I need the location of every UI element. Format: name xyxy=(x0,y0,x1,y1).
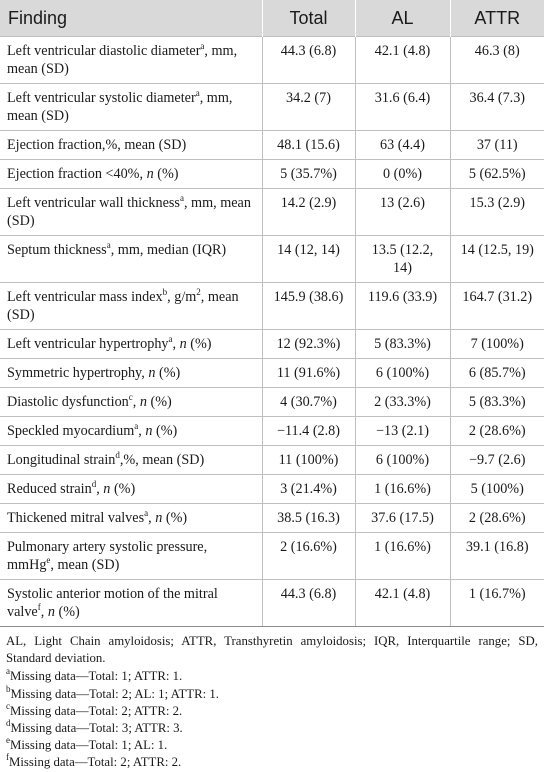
header-finding: Finding xyxy=(0,0,262,37)
total-cell: 14.2 (2.9) xyxy=(262,189,355,236)
finding-cell xyxy=(0,533,262,580)
finding-rest-text: (%) xyxy=(155,365,181,381)
finding-rest-text: , mm, median (IQR) xyxy=(110,242,227,258)
al-cell: 2 (33.3%) xyxy=(355,388,450,417)
finding-cell xyxy=(0,475,262,504)
attr-cell: 15.3 (2.9) xyxy=(450,189,544,236)
finding-sup-text: f xyxy=(37,602,41,612)
finding-finding-text: Longitudinal strain xyxy=(7,452,116,468)
finding-rest2-text: (%) xyxy=(162,510,188,526)
finding-rest2-text: (%) xyxy=(186,336,212,352)
al-cell: 1 (16.6%) xyxy=(355,475,450,504)
footnote-text: Missing data—Total: 3; ATTR: 3. xyxy=(10,721,183,736)
table-row xyxy=(0,475,544,504)
finding-rest-text: , xyxy=(148,510,156,526)
footnote-text: Missing data—Total: 2; ATTR: 2. xyxy=(9,755,182,770)
attr-cell: 5 (62.5%) xyxy=(450,160,544,189)
finding-sup-text: e xyxy=(46,555,51,565)
attr-cell: 5 (83.3%) xyxy=(450,388,544,417)
total-cell: 5 (35.7%) xyxy=(262,160,355,189)
finding-cell xyxy=(0,189,262,236)
al-cell: −13 (2.1) xyxy=(355,417,450,446)
al-cell: 119.6 (33.9) xyxy=(355,283,450,330)
finding-rest2-text: , mean (SD) xyxy=(7,289,239,323)
total-cell: 11 (100%) xyxy=(262,446,355,475)
header-attr: ATTR xyxy=(450,0,544,37)
attr-cell: 164.7 (31.2) xyxy=(450,283,544,330)
total-cell: 4 (30.7%) xyxy=(262,388,355,417)
finding-rest-text: , mm, mean (SD) xyxy=(7,90,233,124)
table-row xyxy=(0,417,544,446)
finding-finding-text: Diastolic dysfunction xyxy=(7,394,129,410)
finding-cell xyxy=(0,330,262,359)
finding-rest-text: ,%, mean (SD) xyxy=(119,452,205,468)
al-cell: 31.6 (6.4) xyxy=(355,84,450,131)
finding-finding-text: Speckled myocardium xyxy=(7,423,135,439)
finding-finding-text: Reduced strain xyxy=(7,481,92,497)
finding-sup-text: a xyxy=(195,88,200,98)
footnote xyxy=(6,683,538,703)
footnote-mark: c xyxy=(6,700,10,711)
table-row xyxy=(0,580,544,627)
finding-sup-text: a xyxy=(106,240,111,250)
total-cell: 3 (21.4%) xyxy=(262,475,355,504)
finding-finding-text: Thickened mitral valves xyxy=(7,510,145,526)
attr-cell: 2 (28.6%) xyxy=(450,417,544,446)
al-cell: 42.1 (4.8) xyxy=(355,37,450,84)
finding-sup-text: a xyxy=(144,508,149,518)
al-cell: 1 (16.6%) xyxy=(355,533,450,580)
attr-cell: 14 (12.5, 19) xyxy=(450,236,544,283)
finding-cell xyxy=(0,580,262,627)
al-cell: 6 (100%) xyxy=(355,359,450,388)
attr-cell: 37 (11) xyxy=(450,131,544,160)
table-row xyxy=(0,131,544,160)
header-row xyxy=(0,0,544,37)
finding-cell xyxy=(0,446,262,475)
finding-rest2-text: (%) xyxy=(146,394,172,410)
table-row xyxy=(0,160,544,189)
table-row xyxy=(0,359,544,388)
finding-finding-text: Left ventricular wall thickness xyxy=(7,195,180,211)
total-cell: 38.5 (16.3) xyxy=(262,504,355,533)
finding-rest-text: , mm, mean (SD) xyxy=(7,195,251,229)
finding-cell xyxy=(0,417,262,446)
table-row xyxy=(0,446,544,475)
al-cell: 13 (2.6) xyxy=(355,189,450,236)
finding-ital-text: n xyxy=(146,166,154,182)
attr-cell: 46.3 (8) xyxy=(450,37,544,84)
total-cell: 44.3 (6.8) xyxy=(262,580,355,627)
attr-cell: −9.7 (2.6) xyxy=(450,446,544,475)
total-cell: 2 (16.6%) xyxy=(262,533,355,580)
finding-sup-text: a xyxy=(168,334,173,344)
total-cell: 11 (91.6%) xyxy=(262,359,355,388)
attr-cell: 5 (100%) xyxy=(450,475,544,504)
table-notes xyxy=(0,627,544,772)
total-cell: 48.1 (15.6) xyxy=(262,131,355,160)
footnotes xyxy=(6,668,538,771)
finding-cell xyxy=(0,131,262,160)
al-cell: 37.6 (17.5) xyxy=(355,504,450,533)
attr-cell: 6 (85.7%) xyxy=(450,359,544,388)
finding-rest-text: , xyxy=(138,423,146,439)
table-row xyxy=(0,388,544,417)
finding-ital-text: n xyxy=(179,336,187,352)
total-cell: 34.2 (7) xyxy=(262,84,355,131)
al-cell: 42.1 (4.8) xyxy=(355,580,450,627)
finding-finding-text: Systolic anterior motion of the mitral valve xyxy=(7,586,218,620)
table-body xyxy=(0,37,544,627)
finding-sup-text: d xyxy=(115,450,120,460)
footnote xyxy=(6,754,538,771)
footnote-text: Missing data—Total: 2; AL: 1; ATTR: 1. xyxy=(10,686,219,701)
finding-cell xyxy=(0,37,262,84)
finding-cell xyxy=(0,236,262,283)
attr-cell: 7 (100%) xyxy=(450,330,544,359)
finding-cell xyxy=(0,84,262,131)
finding-finding-text: Left ventricular systolic diameter xyxy=(7,90,196,106)
finding-cell xyxy=(0,160,262,189)
finding-ital-text: n xyxy=(47,604,55,620)
finding-cell xyxy=(0,504,262,533)
finding-cell xyxy=(0,359,262,388)
footnote xyxy=(6,668,538,685)
finding-sup-text: a xyxy=(134,421,139,431)
total-cell: 14 (12, 14) xyxy=(262,236,355,283)
finding-rest2-text: (%) xyxy=(54,604,80,620)
finding-sup-text: c xyxy=(128,392,133,402)
al-cell: 13.5 (12.2, 14) xyxy=(355,236,450,283)
finding-sup-text: b xyxy=(162,287,168,297)
finding-ital-text: n xyxy=(155,510,163,526)
table-row xyxy=(0,37,544,84)
footnote-mark: e xyxy=(6,735,10,746)
footnote-mark: f xyxy=(6,752,9,763)
attr-cell: 2 (28.6%) xyxy=(450,504,544,533)
footnote xyxy=(6,700,538,720)
finding-finding-text: Left ventricular diastolic diameter xyxy=(7,43,201,59)
al-cell: 5 (83.3%) xyxy=(355,330,450,359)
footnote-mark: a xyxy=(6,666,10,677)
finding-finding-text: Septum thickness xyxy=(7,242,107,258)
finding-rest2-text: (%) xyxy=(110,481,136,497)
attr-cell: 36.4 (7.3) xyxy=(450,84,544,131)
finding-rest-text: , mean (SD) xyxy=(50,557,120,573)
footnote-mark: d xyxy=(6,718,11,729)
al-cell: 0 (0%) xyxy=(355,160,450,189)
table-row xyxy=(0,330,544,359)
total-cell: 44.3 (6.8) xyxy=(262,37,355,84)
finding-rest-text: , xyxy=(132,394,140,410)
attr-cell: 1 (16.7%) xyxy=(450,580,544,627)
total-cell: 145.9 (38.6) xyxy=(262,283,355,330)
attr-cell: 39.1 (16.8) xyxy=(450,533,544,580)
finding-ital-text: n xyxy=(145,423,153,439)
finding-finding-text: Ejection fraction,%, mean (SD) xyxy=(7,137,187,153)
finding-sup-text: a xyxy=(179,193,184,203)
finding-rest-text: , g/m xyxy=(167,289,197,305)
header-al: AL xyxy=(355,0,450,37)
abbreviations-legend: AL, Light Chain amyloidosis; ATTR, Transthyretin amyloidosis; IQR, Interquartile range; SD, Standard deviation. xyxy=(6,634,538,666)
footnote xyxy=(6,737,538,754)
table-row xyxy=(0,283,544,330)
total-cell: 12 (92.3%) xyxy=(262,330,355,359)
footnote-text: Missing data—Total: 1; ATTR: 1. xyxy=(10,669,183,684)
table-row xyxy=(0,84,544,131)
finding-rest-text: , xyxy=(40,604,48,620)
finding-finding-text: Ejection fraction <40%, xyxy=(7,166,147,182)
al-cell: 63 (4.4) xyxy=(355,131,450,160)
footnote-text: Missing data—Total: 2; ATTR: 2. xyxy=(10,703,183,718)
finding-rest-text: , mm, mean (SD) xyxy=(7,43,238,77)
finding-finding-text: Symmetric hypertrophy, xyxy=(7,365,149,381)
finding-finding-text: Left ventricular hypertrophy xyxy=(7,336,169,352)
finding-rest-text: , xyxy=(172,336,180,352)
finding-ital-text: n xyxy=(148,365,156,381)
total-cell: −11.4 (2.8) xyxy=(262,417,355,446)
table-header xyxy=(0,0,544,37)
finding-rest2-text: (%) xyxy=(152,423,178,439)
finding-ital-text: n xyxy=(103,481,111,497)
al-cell: 6 (100%) xyxy=(355,446,450,475)
table-row xyxy=(0,189,544,236)
footnote-text: Missing data—Total: 1; AL: 1. xyxy=(10,738,168,753)
finding-rest-text: (%) xyxy=(153,166,179,182)
finding-ital-text: n xyxy=(139,394,147,410)
finding-finding-text: Left ventricular mass index xyxy=(7,289,163,305)
footnote-mark: b xyxy=(6,683,11,694)
header-total: Total xyxy=(262,0,355,37)
table-row xyxy=(0,533,544,580)
table-row xyxy=(0,236,544,283)
footnote xyxy=(6,720,538,737)
finding-sup-text: d xyxy=(91,479,97,489)
table-row xyxy=(0,504,544,533)
finding-sup2-text: 2 xyxy=(196,287,201,297)
finding-rest-text: , xyxy=(96,481,104,497)
finding-cell xyxy=(0,388,262,417)
finding-sup-text: a xyxy=(200,41,205,51)
finding-finding-text: Pulmonary artery systolic pressure, mmHg xyxy=(7,539,208,573)
finding-cell xyxy=(0,283,262,330)
